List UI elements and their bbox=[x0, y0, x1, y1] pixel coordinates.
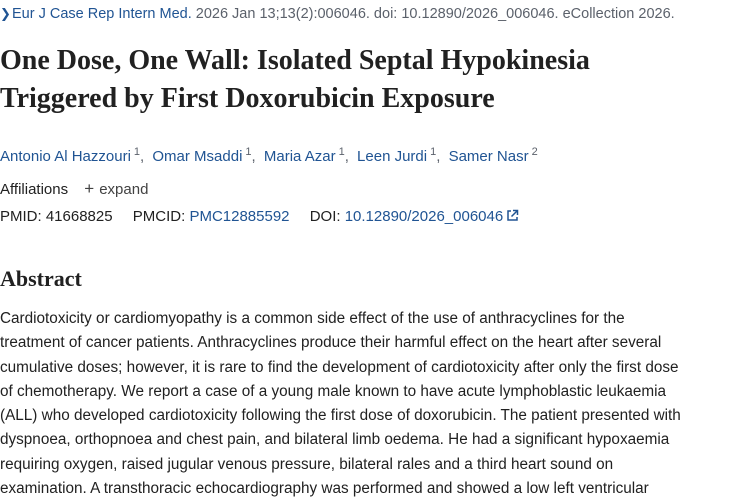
chevron-right-icon: ❯ bbox=[0, 6, 11, 21]
abstract-line: (ALL) who developed cardiotoxicity following the first dose of doxorubicin. The patient presented with bbox=[0, 407, 681, 425]
affiliation-ref[interactable]: 1 bbox=[133, 146, 141, 158]
abstract-line: Cardiotoxicity or cardiomyopathy is a common side effect of the use of anthracyclines for the bbox=[0, 310, 625, 327]
abstract-line: treatment of cancer patients. Anthracyclines produce their harmful effect on the heart after several bbox=[0, 334, 662, 352]
author-separator: , bbox=[436, 148, 441, 165]
affiliations-label: Affiliations bbox=[0, 181, 69, 198]
author-link[interactable]: Samer Nasr bbox=[448, 148, 529, 165]
author-separator: , bbox=[251, 148, 256, 165]
affiliation-ref[interactable]: 1 bbox=[245, 146, 252, 158]
pmcid-link[interactable]: PMC12885592 bbox=[189, 208, 290, 225]
affiliation-ref[interactable]: 2 bbox=[531, 146, 538, 158]
article-title bbox=[0, 42, 740, 118]
pmid-value: 41668825 bbox=[45, 208, 113, 225]
identifiers-row bbox=[0, 206, 519, 229]
title-line-1: One Dose, One Wall: Isolated Septal Hypokinesia bbox=[0, 45, 590, 76]
author-separator: , bbox=[140, 148, 145, 165]
abstract-line: of chemotherapy. We report a case of a young male known to have acute lymphoblastic leukaemia bbox=[0, 382, 667, 400]
plus-icon: + bbox=[84, 179, 95, 198]
abstract-heading: Abstract bbox=[0, 266, 82, 291]
expand-affiliations-button[interactable] bbox=[84, 181, 148, 198]
external-link-icon bbox=[506, 207, 519, 229]
abstract-line: examination. A transthoracic echocardiography was performed and showed a low left ventricular bbox=[0, 480, 649, 498]
journal-link[interactable]: Eur J Case Rep Intern Med. bbox=[12, 6, 192, 22]
author-link[interactable]: Maria Azar bbox=[263, 148, 336, 165]
doi-value: 10.12890/2026_006046 bbox=[344, 208, 504, 225]
author-separator: , bbox=[344, 148, 349, 165]
expand-label: expand bbox=[99, 181, 149, 198]
doi-label: DOI: bbox=[309, 208, 341, 225]
title-line-2: Triggered by First Doxorubicin Exposure bbox=[0, 83, 495, 114]
author-link[interactable]: Leen Jurdi bbox=[357, 148, 428, 165]
abstract-text bbox=[0, 307, 750, 500]
author-list bbox=[0, 141, 740, 168]
citation-details: 2026 Jan 13;13(2):006046. doi: 10.12890/2026_006046. eCollection 2026. bbox=[195, 6, 675, 22]
affiliation-ref[interactable]: 1 bbox=[338, 146, 345, 158]
affiliations-row bbox=[0, 178, 148, 201]
abstract-line: requiring oxygen, raised jugular venous pressure, bilateral rales and a third heart sound on bbox=[0, 455, 614, 473]
author-link[interactable]: Omar Msaddi bbox=[152, 148, 243, 165]
citation-line bbox=[0, 4, 750, 24]
pmid-label: PMID: bbox=[0, 208, 42, 225]
abstract-line: dyspnoea, orthopnoea and chest pain, and bilateral limb oedema. He had a significant hypoxaemia bbox=[0, 431, 670, 449]
abstract-line: cumulative doses; however, it is rare to find the development of cardiotoxicity after only the first dose bbox=[0, 358, 679, 376]
doi-link[interactable] bbox=[345, 208, 520, 225]
pmcid-label: PMCID: bbox=[132, 208, 186, 225]
author-link[interactable]: Antonio Al Hazzouri bbox=[0, 148, 131, 165]
affiliation-ref[interactable]: 1 bbox=[430, 146, 437, 158]
